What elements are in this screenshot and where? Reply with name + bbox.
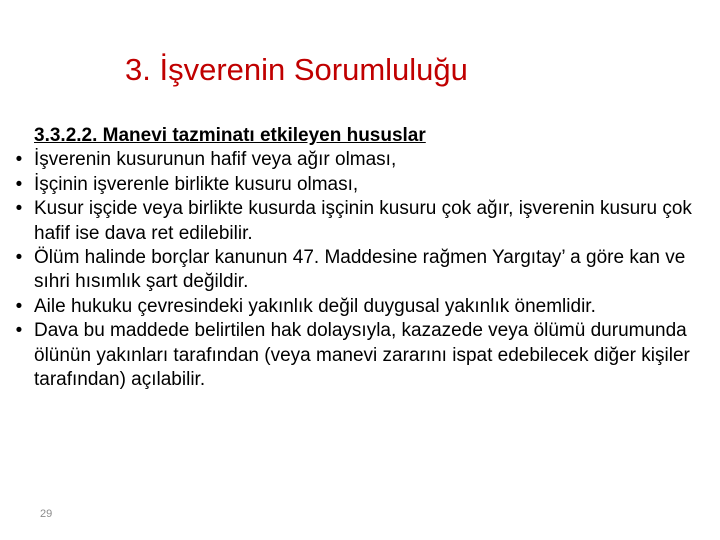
bullet-item [12, 197, 702, 246]
bullet-dot-icon: • [15, 320, 23, 342]
bullet-text: Dava bu maddede belirtilen hak dolaysıyla, kazazede veya ölümü durumunda ölünün yakınları tarafından (veya manevi zararını ispat edebilecek diğer kişiler tarafından) açılabilir. [34, 320, 690, 391]
bullet-text: Kusur işçide veya birlikte kusurda işçinin kusuru çok ağır, işverenin kusuru çok hafif ise dava ret edilebilir. [34, 198, 692, 244]
bullet-item [12, 173, 702, 197]
bullet-dot-icon: • [15, 198, 23, 220]
bullet-item [12, 148, 702, 172]
bullet-text: Ölüm halinde borçlar kanunun 47. Maddesine rağmen Yargıtay’ a göre kan ve sıhri hısımlık şart değildir. [34, 247, 686, 293]
bullet-item [12, 295, 702, 319]
slide-content [12, 124, 702, 392]
slide-title: 3. İşverenin Sorumluluğu [125, 52, 468, 87]
bullet-text: İşverenin kusurunun hafif veya ağır olması, [34, 149, 397, 171]
bullet-text: İşçinin işverenle birlikte kusuru olması, [34, 173, 359, 195]
section-subheading: 3.3.2.2. Manevi tazminatı etkileyen hususlar [34, 125, 426, 146]
bullet-item [12, 246, 702, 295]
page-number: 29 [40, 508, 53, 520]
bullet-dot-icon: • [15, 149, 23, 171]
bullet-dot-icon: • [15, 295, 23, 317]
bullet-dot-icon: • [15, 247, 23, 269]
bullet-dot-icon: • [15, 173, 23, 195]
bullet-list [12, 148, 702, 392]
bullet-text: Aile hukuku çevresindeki yakınlık değil duygusal yakınlık önemlidir. [34, 295, 596, 317]
bullet-item [12, 319, 702, 392]
